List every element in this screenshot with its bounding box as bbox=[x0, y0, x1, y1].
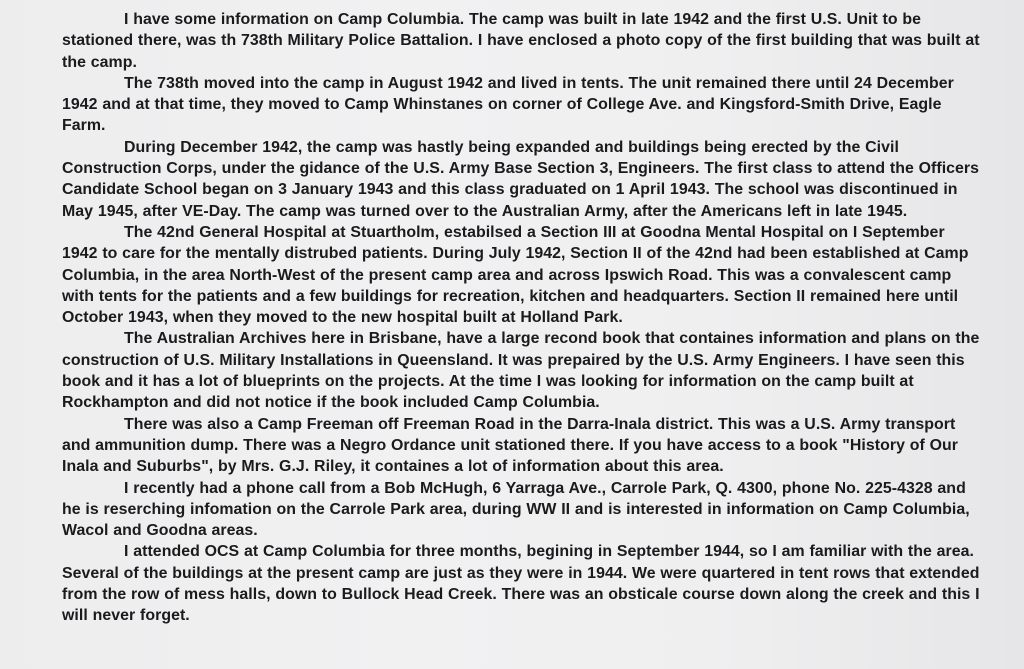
paragraph-camp-freeman: There was also a Camp Freeman off Freeman Road in the Darra-Inala district. This was a U.S. Army transport and ammunition dump. There was a Negro Ordance unit stationed there. If you have access to a book "History of Our Inala and Suburbs", by Mrs. G.J. Riley, it containes a lot of information about this area. bbox=[62, 415, 958, 476]
paragraph-42nd-general-hospital: The 42nd General Hospital at Stuartholm, estabilsed a Section III at Goodna Mental Hospital on I September 1942 to care for the mentally distrubed patients. During July 1942, Section II of the 42nd had been established at Camp Columbia, in the area North-West of the present camp area and across Ipswich Road. This was a convalescent camp with tents for the patients and a few buildings for recreation, kitchen and headquarters. Section II remained here until October 1943, when they moved to the new hospital built at Holland Park. bbox=[62, 223, 969, 327]
paragraph-ocs-attendance: I attended OCS at Camp Columbia for three months, begining in September 1944, so I am familiar with the area. Several of the buildings at the present camp are just as they were in 1944. We were quartered in tent rows that extended from the row of mess halls, down to Bullock Head Creek. There was an obsticale course down along the creek and this I will never forget. bbox=[62, 543, 980, 625]
paragraph-camp-columbia-intro: I have some information on Camp Columbia. The camp was built in late 1942 and the first U.S. Unit to be stationed there, was th 738th Military Police Battalion. I have enclosed a photo copy of the first building that was built at the camp. bbox=[62, 11, 980, 71]
paragraph-738th-battalion: The 738th moved into the camp in August 1942 and lived in tents. The unit remained there until 24 December 1942 and at that time, they moved to Camp Whinstanes on corner of College Ave. and Kingsford-Smith Drive, Eagle Farm. bbox=[62, 74, 954, 135]
paragraph-australian-archives: The Australian Archives here in Brisbane, have a large recond book that containes information and plans on the construction of U.S. Military Installations in Queensland. It was prepaired by the U.S. Army Engineers. I have seen this book and it has a lot of blueprints on the projects. At the time I was looking for information on the camp built at Rockhampton and did not notice if the book included Camp Columbia. bbox=[62, 330, 980, 412]
paragraph-phone-call: I recently had a phone call from a Bob McHugh, 6 Yarraga Ave., Carrole Park, Q. 4300, phone No. 225-4328 and he is reserching infomation on the Carrole Park area, during WW II and is interested in information on Camp Columbia, Wacol and Goodna areas. bbox=[62, 479, 970, 540]
letter-body bbox=[62, 9, 982, 627]
paragraph-camp-expansion: During December 1942, the camp was hastly being expanded and buildings being erected by the Civil Construction Corps, under the gidance of the U.S. Army Base Section 3, Engineers. The first class to attend the Officers Candidate School began on 3 January 1943 and this class graduated on 1 April 1943. The school was discontinued in May 1945, after VE-Day. The camp was turned over to the Australian Army, after the Americans left in late 1945. bbox=[62, 138, 980, 220]
